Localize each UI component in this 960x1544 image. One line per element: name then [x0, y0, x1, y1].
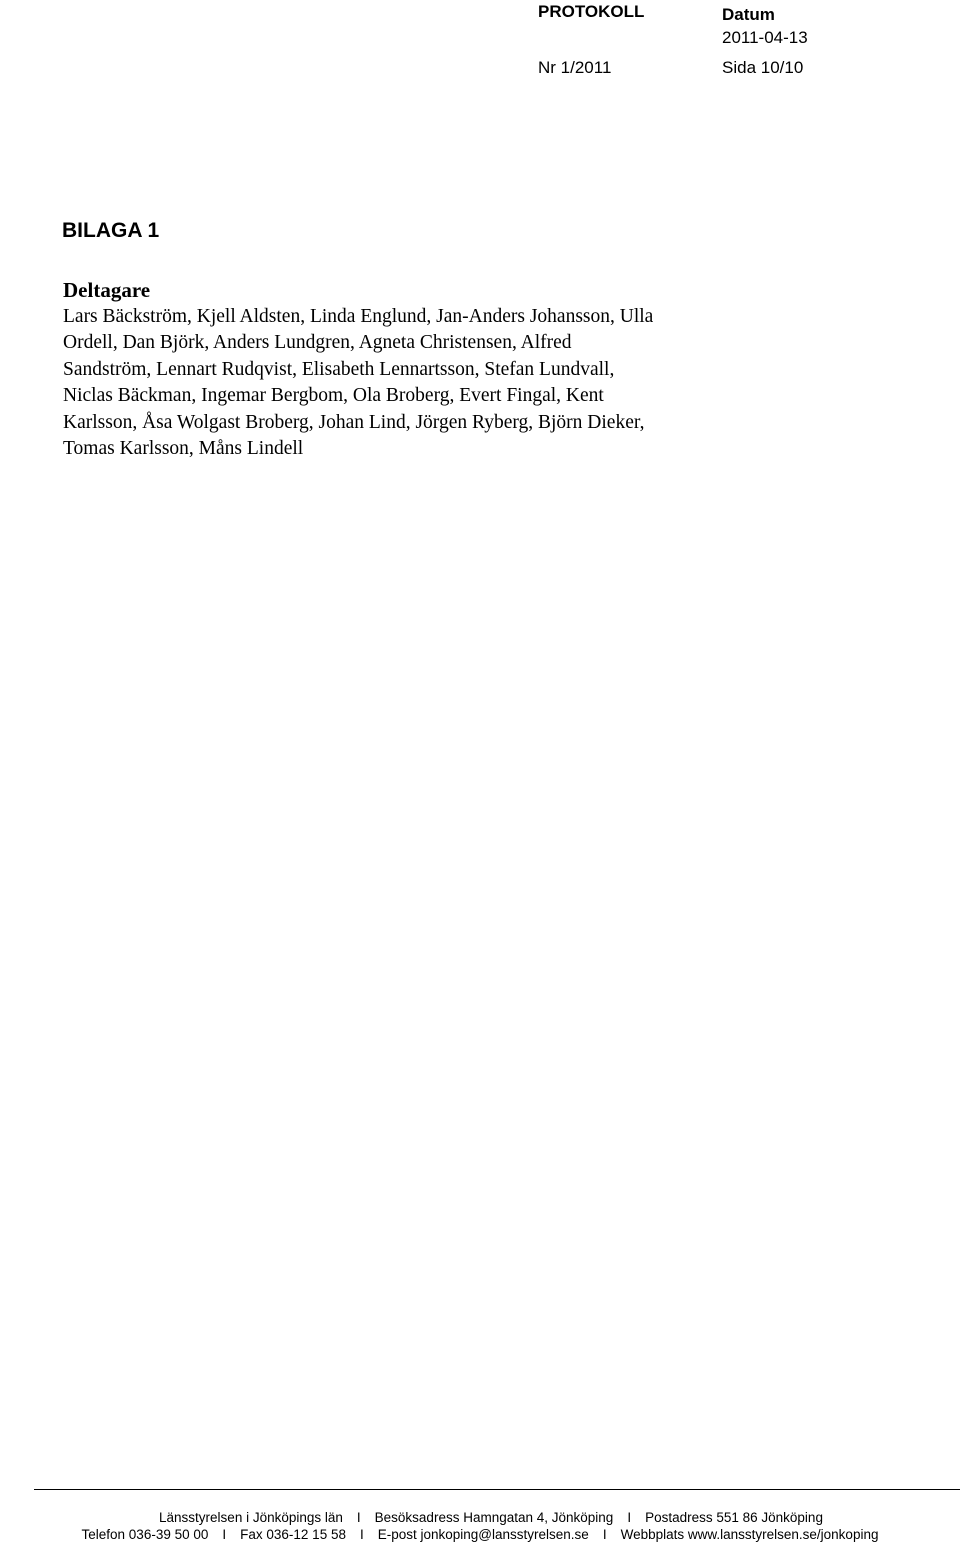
footer-separator: I — [627, 1510, 632, 1525]
participants-line: Sandström, Lennart Rudqvist, Elisabeth Lennartsson, Stefan Lundvall, — [63, 358, 615, 380]
participants-line: Tomas Karlsson, Måns Lindell — [63, 438, 304, 459]
footer-separator: I — [359, 1527, 364, 1542]
date-label: Datum — [722, 5, 775, 24]
participants-line: Ordell, Dan Björk, Anders Lundgren, Agneta Christensen, Alfred — [63, 332, 572, 353]
footer-postal-address: Postadress 551 86 Jönköping — [645, 1510, 823, 1525]
footer-separator: I — [356, 1510, 361, 1525]
participants-line: Niclas Bäckman, Ingemar Bergbom, Ola Broberg, Evert Fingal, Kent — [63, 385, 604, 406]
footer-row-address — [0, 1510, 960, 1526]
footer-separator: I — [222, 1527, 227, 1542]
participants-line: Lars Bäckström, Kjell Aldsten, Linda Englund, Jan-Anders Johansson, Ulla — [63, 305, 654, 327]
footer-visiting-address: Besöksadress Hamngatan 4, Jönköping — [374, 1510, 614, 1525]
participants-line: Karlsson, Åsa Wolgast Broberg, Johan Lind, Jörgen Ryberg, Björn Dieker, — [63, 411, 645, 433]
date-value: 2011-04-13 — [722, 28, 808, 47]
footer-divider — [34, 1489, 960, 1490]
footer-separator: I — [602, 1527, 607, 1542]
document-type: PROTOKOLL — [538, 2, 645, 21]
footer-email: E-post jonkoping@lansstyrelsen.se — [377, 1527, 589, 1542]
annex-title: BILAGA 1 — [62, 219, 160, 242]
footer-phone: Telefon 036-39 50 00 — [81, 1527, 209, 1542]
participants-heading: Deltagare — [63, 278, 151, 302]
footer-website: Webbplats www.lansstyrelsen.se/jonkoping — [620, 1527, 879, 1542]
footer-organization: Länsstyrelsen i Jönköpings län — [159, 1510, 343, 1525]
protocol-number: Nr 1/2011 — [538, 58, 612, 77]
participants-section — [63, 277, 783, 463]
page-number: Sida 10/10 — [722, 58, 804, 77]
footer-fax: Fax 036-12 15 58 — [240, 1527, 346, 1542]
footer-row-contact — [0, 1527, 960, 1543]
